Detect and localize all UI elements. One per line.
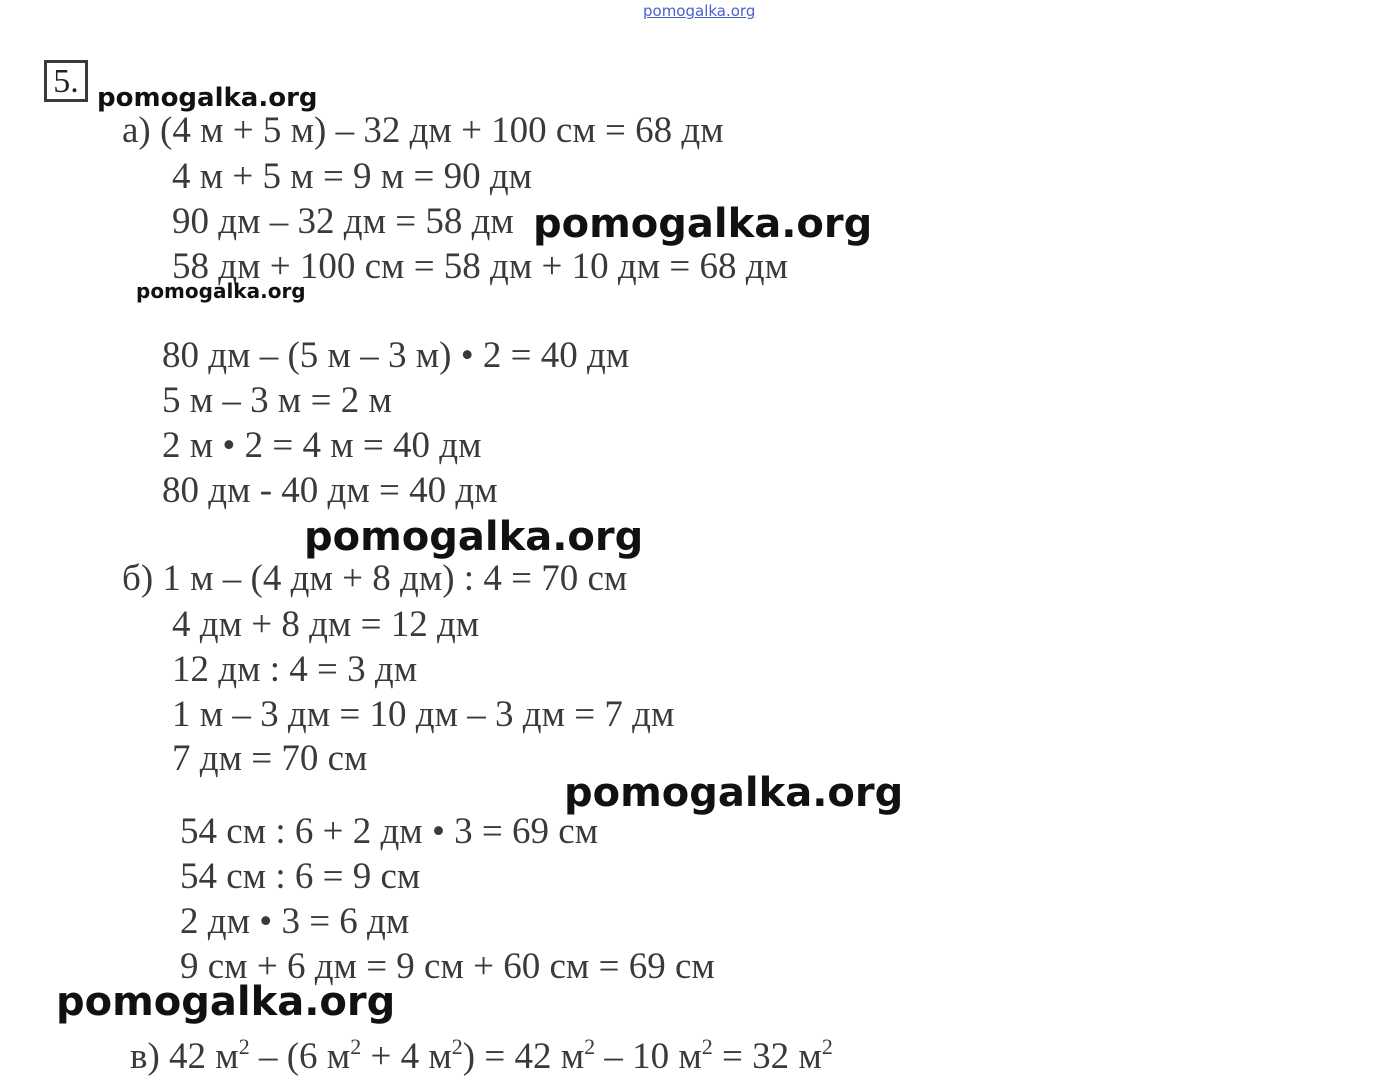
watermark-label: pomogalka.org [56,979,396,1025]
task-number-box: 5. [44,60,88,102]
part-c-text: ) = 42 м [462,1036,585,1077]
superscript: 2 [821,1034,833,1059]
part-b-step-3: 1 м – 3 дм = 10 дм – 3 дм = 7 дм [172,694,675,735]
part-c-text: = 32 м [712,1036,822,1077]
superscript: 2 [350,1034,362,1059]
watermark-label: pomogalka.org [136,279,306,303]
watermark-link-top[interactable]: pomogalka.org [643,2,756,20]
part-c-text: + 4 м [361,1036,452,1077]
part-b-step-2: 12 дм : 4 = 3 дм [172,649,418,690]
watermark-label: pomogalka.org [533,201,873,247]
part-c-equation [130,1036,833,1075]
part-b-equation: б) 1 м – (4 дм + 8 дм) : 4 = 70 см [122,558,628,599]
part-a-equation: а) (4 м + 5 м) – 32 дм + 100 см = 68 дм [122,110,724,151]
watermark-label: pomogalka.org [304,514,644,560]
part-a-step-2: 90 дм – 32 дм = 58 дм [172,201,514,242]
part-a2-equation: 80 дм – (5 м – 3 м) • 2 = 40 дм [162,335,630,376]
part-c-text: – 10 м [595,1036,702,1077]
part-a2-step-2: 2 м • 2 = 4 м = 40 дм [162,425,482,466]
part-b2-equation: 54 см : 6 + 2 дм • 3 = 69 см [180,811,599,852]
watermark-label: pomogalka.org [564,770,904,816]
superscript: 2 [451,1034,463,1059]
part-a2-step-1: 5 м – 3 м = 2 м [162,380,392,421]
part-b2-step-3: 9 см + 6 дм = 9 см + 60 см = 69 см [180,946,715,987]
superscript: 2 [701,1034,713,1059]
part-c-text: в) 42 м [130,1036,239,1077]
part-b-step-1: 4 дм + 8 дм = 12 дм [172,604,480,645]
part-a2-step-3: 80 дм - 40 дм = 40 дм [162,470,498,511]
superscript: 2 [238,1034,250,1059]
part-c-text: – (6 м [249,1036,351,1077]
part-b2-step-2: 2 дм • 3 = 6 дм [180,901,410,942]
part-b2-step-1: 54 см : 6 = 9 см [180,856,421,897]
part-b-step-4: 7 дм = 70 см [172,738,368,779]
superscript: 2 [584,1034,596,1059]
part-a-step-3: 58 дм + 100 см = 58 дм + 10 дм = 68 дм [172,246,789,287]
part-a-step-1: 4 м + 5 м = 9 м = 90 дм [172,156,533,197]
watermark-label: pomogalka.org [97,83,318,113]
